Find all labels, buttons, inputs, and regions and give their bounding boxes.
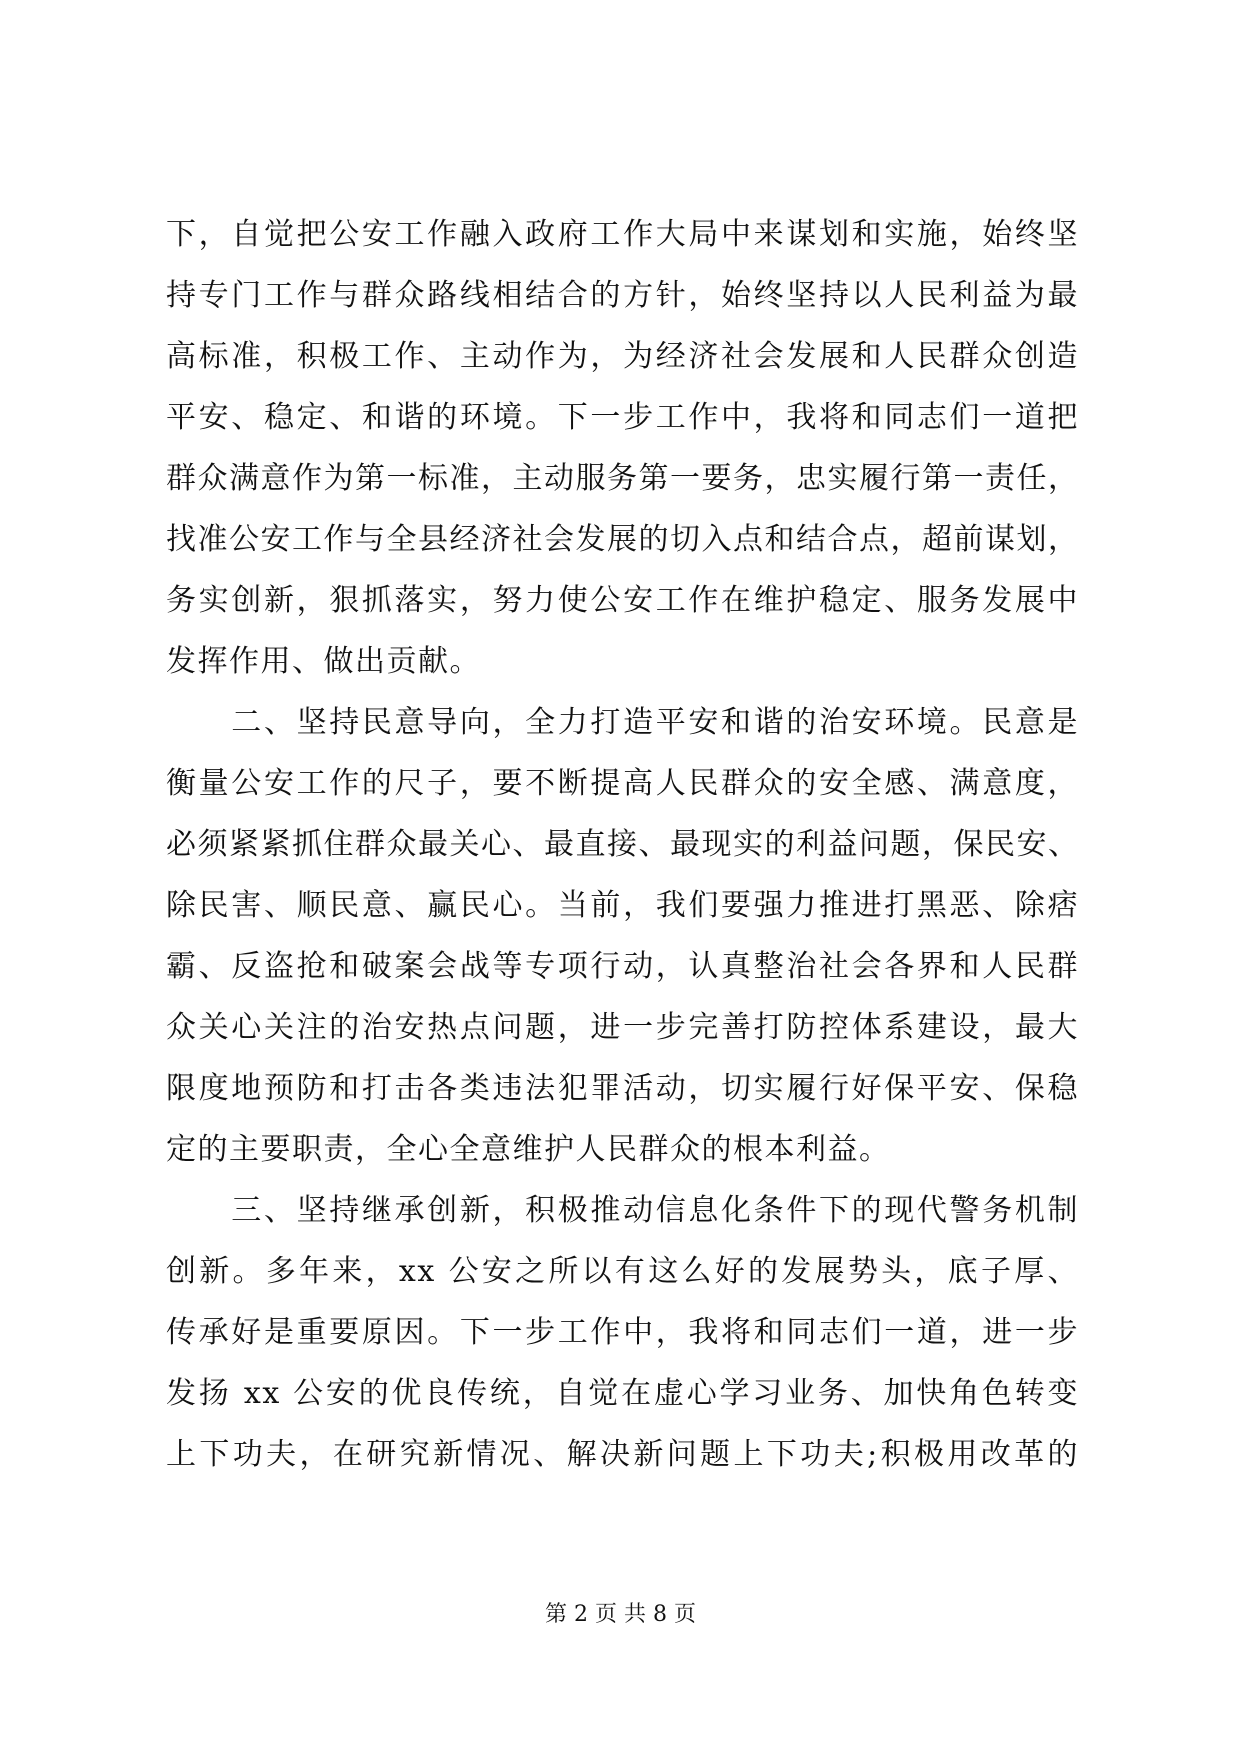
- text-line: 二、坚持民意导向，全力打造平安和谐的治安环境。民意是: [166, 705, 1079, 740]
- text-line: 发挥作用、做出贡献。: [166, 644, 481, 679]
- text-line: 创新。多年来，xx 公安之所以有这么好的发展势头，底子厚、: [166, 1254, 1079, 1289]
- document-body: [166, 204, 1079, 1485]
- text-line: 衡量公安工作的尺子，要不断提高人民群众的安全感、满意度，: [166, 766, 1079, 801]
- text-line: 上下功夫，在研究新情况、解决新问题上下功夫;积极用改革的: [166, 1437, 1079, 1472]
- text-line: 除民害、顺民意、赢民心。当前，我们要强力推进打黑恶、除痞: [166, 888, 1079, 923]
- text-line: 高标准，积极工作、主动作为，为经济社会发展和人民群众创造: [166, 339, 1079, 374]
- text-line: 必须紧紧抓住群众最关心、最直接、最现实的利益问题，保民安、: [166, 827, 1080, 862]
- text-line: 霸、反盗抢和破案会战等专项行动，认真整治社会各界和人民群: [166, 949, 1079, 984]
- text-line: 传承好是重要原因。下一步工作中，我将和同志们一道，进一步: [166, 1315, 1079, 1350]
- text-line: 务实创新，狠抓落实，努力使公安工作在维护稳定、服务发展中: [166, 583, 1079, 618]
- text-line: 持专门工作与群众路线相结合的方针，始终坚持以人民利益为最: [166, 278, 1079, 313]
- text-line: 发扬 xx 公安的优良传统，自觉在虚心学习业务、加快角色转变: [166, 1376, 1079, 1411]
- text-line: 找准公安工作与全县经济社会发展的切入点和结合点，超前谋划，: [166, 522, 1080, 557]
- text-line: 下，自觉把公安工作融入政府工作大局中来谋划和实施，始终坚: [166, 217, 1079, 252]
- text-line: 定的主要职责，全心全意维护人民群众的根本利益。: [166, 1132, 891, 1167]
- text-line: 群众满意作为第一标准，主动服务第一要务，忠实履行第一责任，: [166, 461, 1080, 496]
- text-line: 三、坚持继承创新，积极推动信息化条件下的现代警务机制: [166, 1193, 1079, 1228]
- text-line: 限度地预防和打击各类违法犯罪活动，切实履行好保平安、保稳: [166, 1071, 1079, 1106]
- page-number-footer: 第 2 页 共 8 页: [545, 1602, 696, 1627]
- text-line: 众关心关注的治安热点问题，进一步完善打防控体系建设，最大: [166, 1010, 1079, 1045]
- text-line: 平安、稳定、和谐的环境。下一步工作中，我将和同志们一道把: [166, 400, 1079, 435]
